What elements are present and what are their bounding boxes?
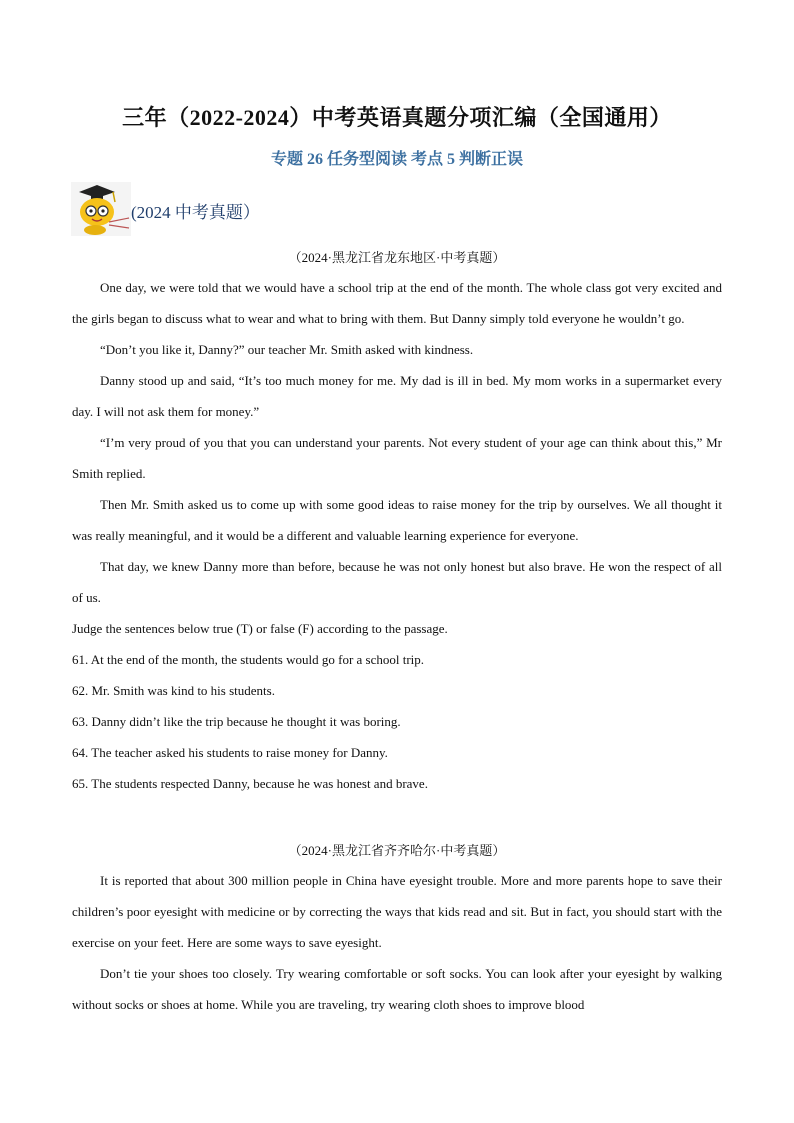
paragraph: “Don’t you like it, Danny?” our teacher Mr. Smith asked with kindness. — [100, 342, 474, 357]
question-item: 62. Mr. Smith was kind to his students. — [72, 683, 275, 698]
paragraph: It is reported that about 300 million people in China have eyesight trouble. More and more parents hope to save their children’s poor eyesight with medicine or by correcting the ways that kids read and sit. But in fact, you should start with the exercise on your feet. Here are some ways to save eyesight. — [72, 873, 722, 950]
paragraph: Then Mr. Smith asked us to come up with some good ideas to raise money for the trip by ourselves. We all thought it was really meaningful, and it would be a different and valuable learning experience for everyone. — [72, 497, 722, 543]
paragraph: Danny stood up and said, “It’s too much money for me. My dad is ill in bed. My mom works in a supermarket every day. I will not ask them for money.” — [72, 373, 722, 419]
question-item: 61. At the end of the month, the students would go for a school trip. — [72, 652, 425, 667]
instruction: Judge the sentences below true (T) or false (F) according to the passage. — [72, 621, 448, 636]
passage2-source: （2024·黑龙江省齐齐哈尔·中考真题） — [288, 843, 506, 858]
topic-subtitle: 专题 26 任务型阅读 考点 5 判断正误 — [270, 151, 523, 168]
document-title: 三年（2022-2024）中考英语真题分项汇编（全国通用） — [122, 105, 672, 130]
paragraph: Don’t tie your shoes too closely. Try wearing comfortable or soft socks. You can look after your eyesight by walking without socks or shoes at home. While you are traveling, try wearing cloth shoes to improve blood — [72, 966, 722, 1012]
doctor-cartoon-icon — [71, 182, 131, 236]
year-heading: (2024 中考真题） — [131, 203, 260, 222]
question-item: 65. The students respected Danny, because he was honest and brave. — [72, 776, 428, 791]
question-item: 63. Danny didn’t like the trip because he thought it was boring. — [72, 714, 401, 729]
paragraph: One day, we were told that we would have a school trip at the end of the month. The whole class got very excited and the girls began to discuss what to wear and what to bring with them. But Danny simply told everyone he wouldn’t go. — [72, 280, 722, 326]
paragraph: That day, we knew Danny more than before, because he was not only honest but also brave. He won the respect of all of us. — [72, 559, 722, 605]
passage1-source: （2024·黑龙江省龙东地区·中考真题） — [288, 250, 506, 265]
passage1-body — [72, 272, 722, 799]
paragraph: “I’m very proud of you that you can understand your parents. Not every student of your age can think about this,” Mr Smith replied. — [72, 435, 722, 481]
passage2-body — [72, 865, 722, 1020]
question-item: 64. The teacher asked his students to raise money for Danny. — [72, 745, 388, 760]
